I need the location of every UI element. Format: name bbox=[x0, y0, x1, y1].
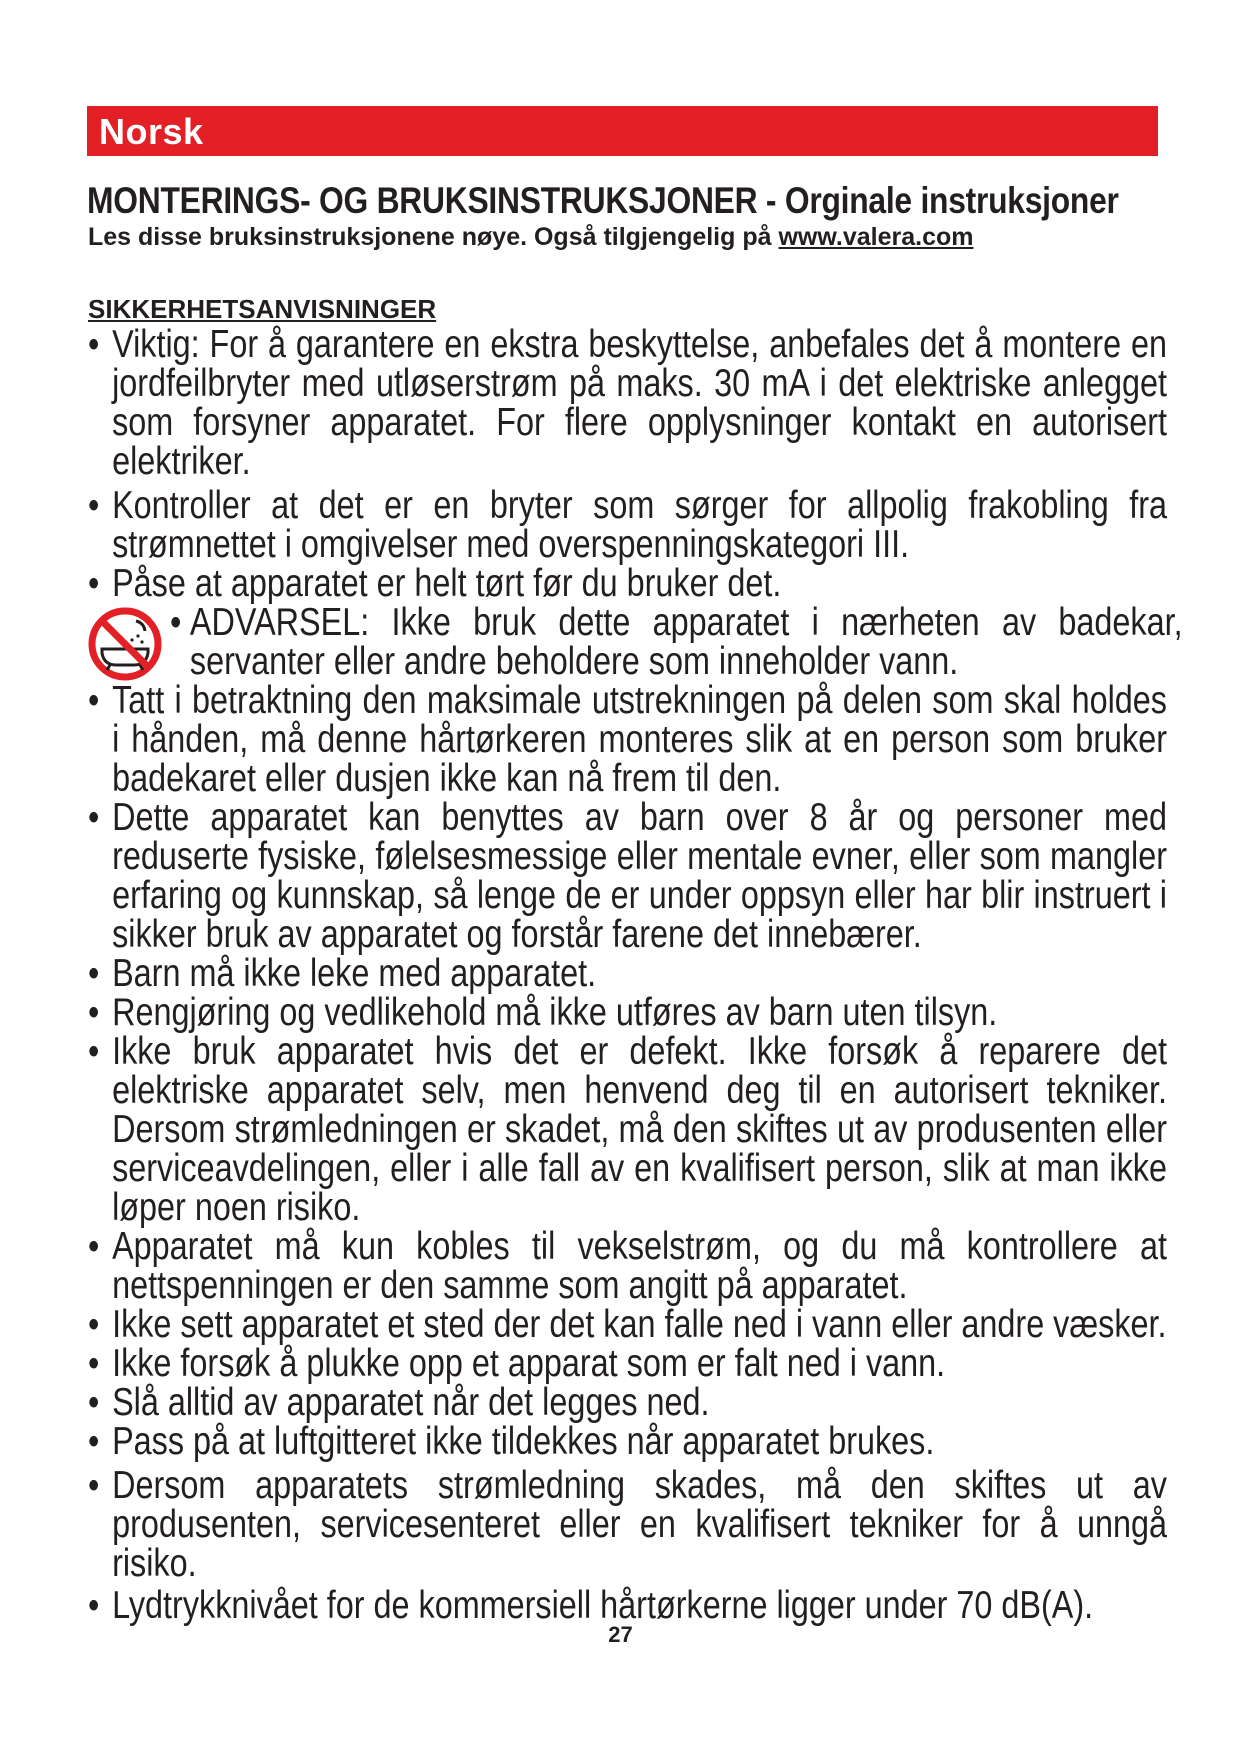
language-header-bar bbox=[87, 106, 1158, 156]
list-item-text: Apparatet må kun kobles til vekselstrøm, og du må kontrollere at nettspenningen er den samme som angitt på apparatet. bbox=[112, 1225, 1168, 1307]
list-item bbox=[88, 954, 1167, 993]
list-item-text: ADVARSEL: Ikke bruk dette apparatet i nærheten av badekar, servanter eller andre beholdere som inneholder vann. bbox=[189, 601, 1183, 683]
website-link[interactable]: www.valera.com bbox=[778, 223, 974, 251]
list-item bbox=[88, 564, 1167, 603]
bullet: • bbox=[88, 1420, 100, 1463]
list-item bbox=[88, 993, 1167, 1032]
list-item bbox=[88, 1422, 1167, 1461]
bullet: • bbox=[88, 1342, 100, 1385]
list-item bbox=[88, 1466, 1167, 1583]
list-item bbox=[88, 681, 1167, 798]
list-item-text: Slå alltid av apparatet når det legges ned. bbox=[112, 1381, 710, 1424]
list-item-text: Dersom apparatets strømledning skades, må den skiftes ut av produsenten, servicesenteret eller en kvalifisert tekniker for å unngå risiko. bbox=[112, 1464, 1168, 1585]
bullet: • bbox=[88, 1303, 100, 1346]
safety-instructions-list bbox=[88, 323, 1183, 1627]
list-item bbox=[88, 1383, 1167, 1422]
bullet: • bbox=[88, 562, 100, 605]
language-label: Norsk bbox=[99, 111, 204, 152]
bullet: • bbox=[88, 1225, 100, 1268]
list-item bbox=[88, 1032, 1167, 1227]
list-item-text: Pass på at luftgitteret ikke tildekkes når apparatet brukes. bbox=[112, 1420, 935, 1463]
no-bath-water-warning-icon bbox=[88, 607, 162, 681]
list-item bbox=[88, 1227, 1167, 1305]
list-item-text: Ikke forsøk å plukke opp et apparat som er falt ned i vann. bbox=[112, 1342, 946, 1385]
list-item-text: Ikke sett apparatet et sted der det kan falle ned i vann eller andre væsker. bbox=[112, 1303, 1167, 1346]
list-item-text: Dette apparatet kan benyttes av barn over 8 år og personer med reduserte fysiske, følelsesmessige eller mentale evner, eller som mangler erfaring og kunnskap, så lenge de er under oppsyn eller har blir instruert i sikker bruk av apparatet og forstår farene det innebærer. bbox=[112, 796, 1168, 956]
list-item-text: Ikke bruk apparatet hvis det er defekt. Ikke forsøk å reparere det elektriske apparatet selv, men henvend deg til en autorisert tekniker. Dersom strømledningen er skadet, må den skiftes ut av produsenten eller serviceavdelingen, eller i alle fall av en kvalifisert person, slik at man ikke løper noen risiko. bbox=[112, 1030, 1168, 1229]
list-item bbox=[88, 1305, 1167, 1344]
bullet: • bbox=[88, 484, 100, 527]
subtitle-text: Les disse bruksinstruksjonene nøye. Også tilgjengelig på bbox=[88, 223, 772, 251]
list-item-text: Påse at apparatet er helt tørt før du bruker det. bbox=[112, 562, 782, 605]
list-item-text: Rengjøring og vedlikehold må ikke utføres av barn uten tilsyn. bbox=[112, 991, 998, 1034]
list-item-text: Viktig: For å garantere en ekstra beskyttelse, anbefales det å montere en jordfeilbryter med utløserstrøm på maks. 30 mA i det elektriske anlegget som forsyner apparatet. For flere opplysninger kontakt en autorisert elektriker. bbox=[112, 323, 1168, 483]
bullet: • bbox=[88, 991, 100, 1034]
page-title: MONTERINGS- OG BRUKSINSTRUKSJONER - Orginale instruksjoner bbox=[87, 180, 1119, 221]
bullet: • bbox=[88, 1584, 100, 1627]
bullet: • bbox=[88, 1030, 100, 1073]
page-number: 27 bbox=[608, 1622, 633, 1647]
bullet: • bbox=[88, 1464, 100, 1507]
list-item-text: Tatt i betraktning den maksimale utstrekningen på delen som skal holdes i hånden, må denne hårtørkeren monteres slik at en person som bruker badekaret eller dusjen ikke kan nå frem til den. bbox=[112, 679, 1168, 800]
bullet: • bbox=[88, 1381, 100, 1424]
bullet: • bbox=[170, 601, 182, 644]
bullet: • bbox=[88, 796, 100, 839]
list-item bbox=[88, 325, 1167, 481]
bullet: • bbox=[88, 952, 100, 995]
section-heading: SIKKERHETSANVISNINGER bbox=[88, 294, 437, 324]
warning-text-block bbox=[170, 603, 1183, 681]
bullet: • bbox=[88, 679, 100, 722]
list-item bbox=[88, 798, 1167, 954]
subtitle bbox=[88, 223, 973, 252]
list-item bbox=[88, 486, 1167, 564]
list-item-text: Kontroller at det er en bryter som sørger for allpolig frakobling fra strømnettet i omgivelser med overspenningskategori III. bbox=[112, 484, 1168, 566]
warning-item bbox=[88, 601, 1183, 683]
list-item-text: Lydtrykknivået for de kommersiell hårtørkerne ligger under 70 dB(A). bbox=[112, 1584, 1094, 1627]
bullet: • bbox=[88, 323, 100, 366]
list-item bbox=[88, 1586, 1167, 1625]
list-item bbox=[88, 1344, 1167, 1383]
list-item-text: Barn må ikke leke med apparatet. bbox=[112, 952, 597, 995]
